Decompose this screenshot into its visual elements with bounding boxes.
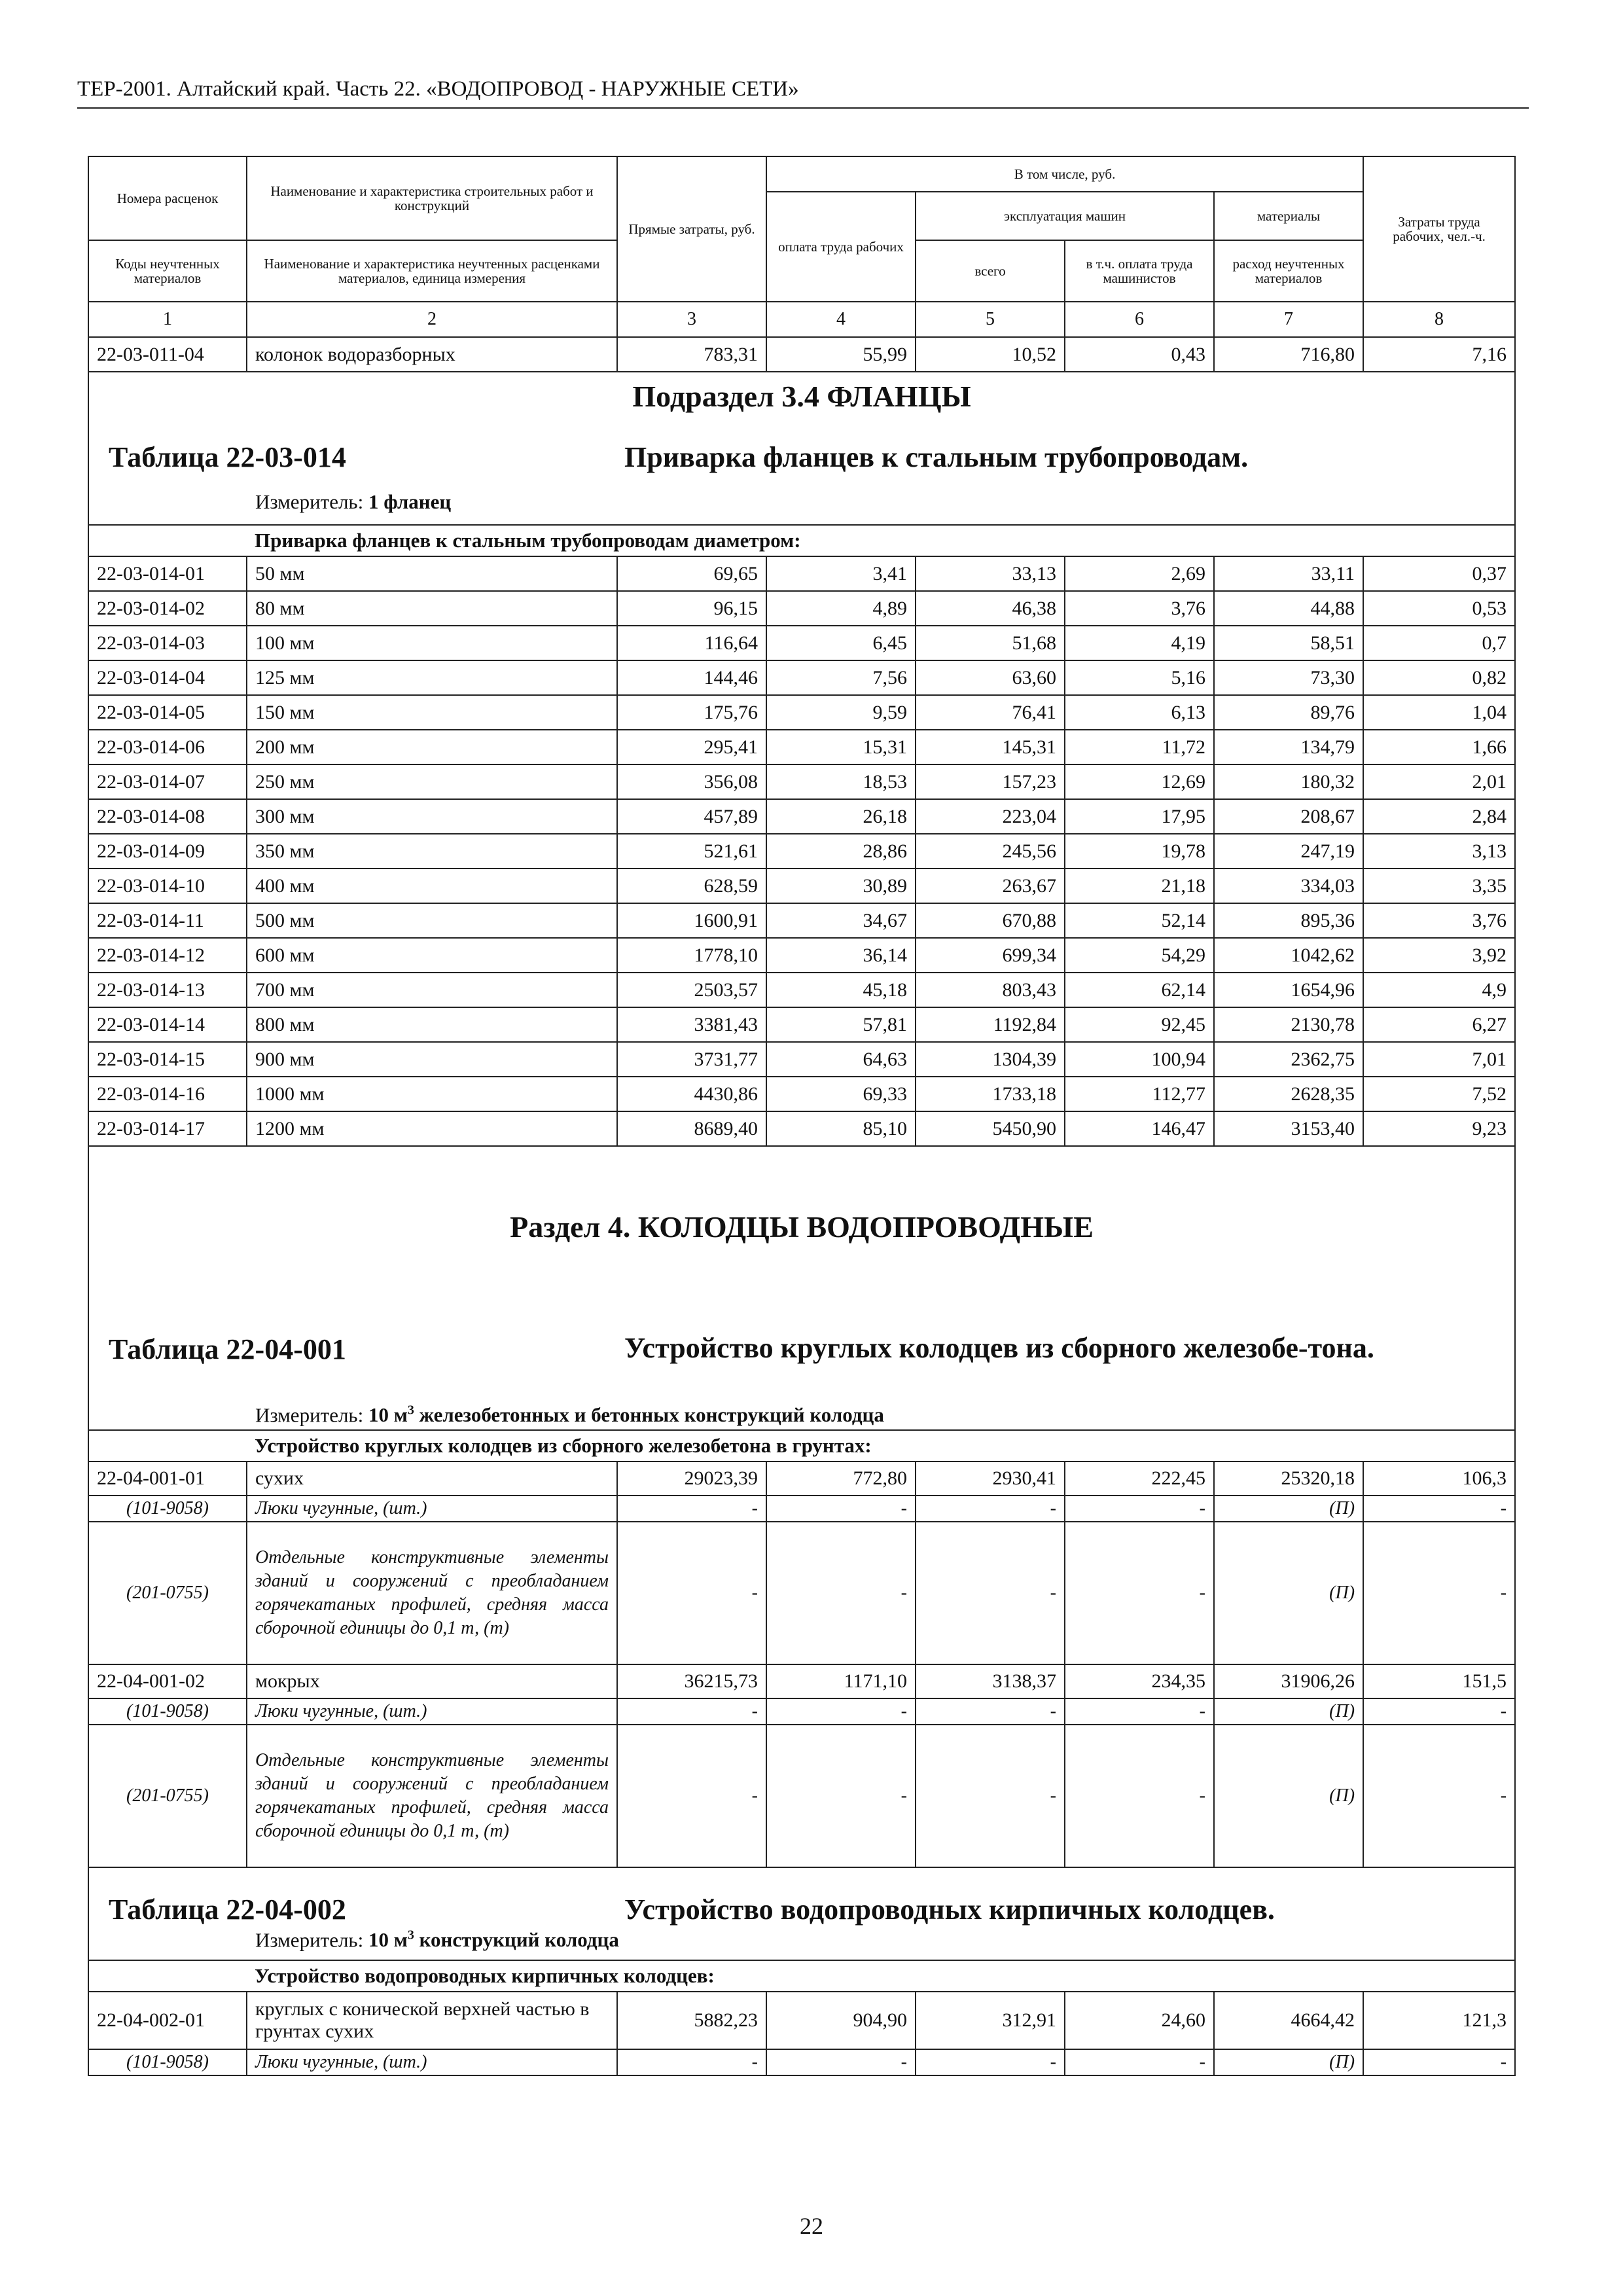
- machinists-pay-cell: 12,69: [1065, 764, 1214, 799]
- machines-total-cell: 803,43: [916, 973, 1065, 1007]
- materials-cell: 33,11: [1214, 556, 1363, 591]
- measurement-unit: [255, 1928, 619, 1952]
- rate-code: 22-03-014-08: [88, 799, 247, 834]
- header-machine-operation: эксплуатация машин: [916, 192, 1214, 240]
- machines-total-cell: 3138,37: [916, 1664, 1065, 1698]
- direct-costs-cell: 295,41: [617, 730, 766, 764]
- machines-total-cell: 145,31: [916, 730, 1065, 764]
- rate-code: 22-03-014-03: [88, 626, 247, 660]
- rate-name: 700 мм: [247, 973, 617, 1007]
- workers-pay-cell: -: [766, 1496, 916, 1522]
- rate-name: 100 мм: [247, 626, 617, 660]
- machinists-pay-cell: 5,16: [1065, 660, 1214, 695]
- column-index: 3: [617, 302, 766, 337]
- workers-pay-cell: 4,89: [766, 591, 916, 626]
- direct-costs-cell: 144,46: [617, 660, 766, 695]
- workers-pay-cell: 36,14: [766, 938, 916, 973]
- machines-total-cell: 670,88: [916, 903, 1065, 938]
- table-number: Таблица 22-04-001: [109, 1333, 346, 1365]
- table-row: [88, 1042, 1515, 1077]
- labor-cell: 3,35: [1363, 869, 1515, 903]
- table-row: [88, 834, 1515, 869]
- material-code: (101-9058): [88, 1496, 247, 1522]
- direct-costs-cell: 175,76: [617, 695, 766, 730]
- table-number: Таблица 22-03-014: [109, 441, 346, 473]
- labor-cell: 7,16: [1363, 337, 1515, 372]
- labor-cell: -: [1363, 1698, 1515, 1725]
- table-row: [88, 591, 1515, 626]
- header-machinists-pay: в т.ч. оплата труда машинистов: [1065, 240, 1214, 302]
- machines-total-cell: 245,56: [916, 834, 1065, 869]
- direct-costs-cell: -: [617, 1496, 766, 1522]
- rate-name: сухих: [247, 1462, 617, 1496]
- labor-cell: 9,23: [1363, 1111, 1515, 1146]
- machines-total-cell: 63,60: [916, 660, 1065, 695]
- rate-code: 22-03-014-01: [88, 556, 247, 591]
- material-name: Люки чугунные, (шт.): [247, 1496, 617, 1522]
- materials-cell: 2362,75: [1214, 1042, 1363, 1077]
- machines-total-cell: 46,38: [916, 591, 1065, 626]
- rate-name: 400 мм: [247, 869, 617, 903]
- group-title: Устройство круглых колодцев из сборного железобетона в грунтах:: [247, 1430, 1515, 1462]
- workers-pay-cell: 772,80: [766, 1462, 916, 1496]
- materials-cell: 247,19: [1214, 834, 1363, 869]
- direct-costs-cell: -: [617, 2049, 766, 2075]
- workers-pay-cell: 904,90: [766, 1992, 916, 2049]
- workers-pay-cell: 64,63: [766, 1042, 916, 1077]
- labor-cell: 3,92: [1363, 938, 1515, 973]
- rate-code: 22-03-014-06: [88, 730, 247, 764]
- direct-costs-cell: -: [617, 1522, 766, 1664]
- labor-cell: -: [1363, 1725, 1515, 1867]
- column-index: 1: [88, 302, 247, 337]
- workers-pay-cell: 1171,10: [766, 1664, 916, 1698]
- rate-code: 22-03-014-02: [88, 591, 247, 626]
- workers-pay-cell: 85,10: [766, 1111, 916, 1146]
- materials-cell: 25320,18: [1214, 1462, 1363, 1496]
- materials-cell: 716,80: [1214, 337, 1363, 372]
- machinists-pay-cell: -: [1065, 1496, 1214, 1522]
- group-title: Приварка фланцев к стальным трубопроводам диаметром:: [247, 525, 1515, 556]
- direct-costs-cell: 356,08: [617, 764, 766, 799]
- rates-table-wrapper: [88, 156, 1514, 2076]
- machinists-pay-cell: 11,72: [1065, 730, 1214, 764]
- workers-pay-cell: 18,53: [766, 764, 916, 799]
- rate-code: 22-03-014-07: [88, 764, 247, 799]
- materials-cell: 44,88: [1214, 591, 1363, 626]
- direct-costs-cell: 5882,23: [617, 1992, 766, 2049]
- material-name: Отдельные конструктивные элементы зданий и сооружений с преобладанием горячекатаных профилей, средняя масса сборочной единицы до 0,1 т, (т): [247, 1522, 617, 1664]
- table-row: [88, 556, 1515, 591]
- machinists-pay-cell: 4,19: [1065, 626, 1214, 660]
- direct-costs-cell: 96,15: [617, 591, 766, 626]
- rate-name: колонок водоразборных: [247, 337, 617, 372]
- labor-cell: -: [1363, 1496, 1515, 1522]
- workers-pay-cell: -: [766, 1698, 916, 1725]
- machines-total-cell: 51,68: [916, 626, 1065, 660]
- materials-cell: 4664,42: [1214, 1992, 1363, 2049]
- machinists-pay-cell: 0,43: [1065, 337, 1214, 372]
- labor-cell: 121,3: [1363, 1992, 1515, 2049]
- labor-cell: 1,04: [1363, 695, 1515, 730]
- direct-costs-cell: 4430,86: [617, 1077, 766, 1111]
- rate-code: 22-04-002-01: [88, 1992, 247, 2049]
- column-index: 4: [766, 302, 916, 337]
- header-direct-costs: Прямые затраты, руб.: [617, 156, 766, 302]
- workers-pay-cell: 30,89: [766, 869, 916, 903]
- labor-cell: -: [1363, 2049, 1515, 2075]
- materials-cell: (П): [1214, 1522, 1363, 1664]
- machinists-pay-cell: 19,78: [1065, 834, 1214, 869]
- labor-cell: 0,37: [1363, 556, 1515, 591]
- machinists-pay-cell: 21,18: [1065, 869, 1214, 903]
- header-labor-costs: Затраты труда рабочих, чел.-ч.: [1363, 156, 1515, 302]
- rate-name: 500 мм: [247, 903, 617, 938]
- materials-cell: 3153,40: [1214, 1111, 1363, 1146]
- machines-total-cell: 1733,18: [916, 1077, 1065, 1111]
- workers-pay-cell: -: [766, 2049, 916, 2075]
- page-number: 22: [800, 2213, 823, 2239]
- rate-name: 800 мм: [247, 1007, 617, 1042]
- machinists-pay-cell: -: [1065, 1725, 1214, 1867]
- machines-total-cell: 223,04: [916, 799, 1065, 834]
- materials-cell: 2628,35: [1214, 1077, 1363, 1111]
- table-description: Устройство водопроводных кирпичных колодцев.: [624, 1893, 1275, 1926]
- direct-costs-cell: -: [617, 1725, 766, 1867]
- materials-cell: 895,36: [1214, 903, 1363, 938]
- materials-cell: 31906,26: [1214, 1664, 1363, 1698]
- machines-total-cell: 76,41: [916, 695, 1065, 730]
- rate-code: 22-03-014-04: [88, 660, 247, 695]
- direct-costs-cell: 783,31: [617, 337, 766, 372]
- table-row: [88, 1007, 1515, 1042]
- materials-cell: (П): [1214, 1698, 1363, 1725]
- rate-code: 22-03-014-16: [88, 1077, 247, 1111]
- material-name: Люки чугунные, (шт.): [247, 1698, 617, 1725]
- subsection-header-row: [88, 372, 1515, 525]
- labor-cell: -: [1363, 1522, 1515, 1664]
- rate-code: 22-04-001-02: [88, 1664, 247, 1698]
- group-header-row: [88, 525, 1515, 556]
- labor-cell: 151,5: [1363, 1664, 1515, 1698]
- rate-name: 300 мм: [247, 799, 617, 834]
- table-row: [88, 1077, 1515, 1111]
- machinists-pay-cell: 54,29: [1065, 938, 1214, 973]
- machinists-pay-cell: 3,76: [1065, 591, 1214, 626]
- measurement-unit: [255, 1403, 884, 1427]
- material-name: Отдельные конструктивные элементы зданий и сооружений с преобладанием горячекатаных профилей, средняя масса сборочной единицы до 0,1 т, (т): [247, 1725, 617, 1867]
- labor-cell: 0,82: [1363, 660, 1515, 695]
- materials-cell: (П): [1214, 1725, 1363, 1867]
- labor-cell: 0,53: [1363, 591, 1515, 626]
- machines-total-cell: -: [916, 1725, 1065, 1867]
- measurement-value: 10 $м^3$ железобетонных и бетонных конструкций колодца: [368, 1403, 884, 1427]
- measurement-label: Измеритель:: [255, 1928, 364, 1952]
- rate-name: 900 мм: [247, 1042, 617, 1077]
- rate-name: 50 мм: [247, 556, 617, 591]
- table-number: Таблица 22-04-002: [109, 1893, 346, 1926]
- workers-pay-cell: 55,99: [766, 337, 916, 372]
- materials-cell: 1654,96: [1214, 973, 1363, 1007]
- direct-costs-cell: 1600,91: [617, 903, 766, 938]
- machines-total-cell: 2930,41: [916, 1462, 1065, 1496]
- materials-cell: 134,79: [1214, 730, 1363, 764]
- machines-total-cell: 1192,84: [916, 1007, 1065, 1042]
- wells-brick-rows: [88, 1992, 1515, 2075]
- labor-cell: 7,52: [1363, 1077, 1515, 1111]
- rate-code: 22-03-014-17: [88, 1111, 247, 1146]
- machinists-pay-cell: -: [1065, 2049, 1214, 2075]
- group-header-row: [88, 1430, 1515, 1462]
- materials-cell: (П): [1214, 1496, 1363, 1522]
- material-row: [88, 2049, 1515, 2075]
- direct-costs-cell: 457,89: [617, 799, 766, 834]
- flange-rows: [88, 556, 1515, 1146]
- direct-costs-cell: 36215,73: [617, 1664, 766, 1698]
- column-index: 2: [247, 302, 617, 337]
- machinists-pay-cell: 52,14: [1065, 903, 1214, 938]
- table-row: [88, 903, 1515, 938]
- workers-pay-cell: -: [766, 1725, 916, 1867]
- direct-costs-cell: 116,64: [617, 626, 766, 660]
- table-row: [88, 1462, 1515, 1496]
- workers-pay-cell: 9,59: [766, 695, 916, 730]
- rate-name: 200 мм: [247, 730, 617, 764]
- machines-total-cell: -: [916, 2049, 1065, 2075]
- column-index: 6: [1065, 302, 1214, 337]
- header-material-codes: Коды неучтенных материалов: [88, 240, 247, 302]
- materials-cell: 180,32: [1214, 764, 1363, 799]
- machinists-pay-cell: 146,47: [1065, 1111, 1214, 1146]
- rate-code: 22-03-014-12: [88, 938, 247, 973]
- table-row: [88, 695, 1515, 730]
- materials-cell: 334,03: [1214, 869, 1363, 903]
- table-row: [88, 730, 1515, 764]
- table-description: Приварка фланцев к стальным трубопроводам.: [624, 441, 1249, 473]
- labor-cell: 106,3: [1363, 1462, 1515, 1496]
- table-row: [88, 869, 1515, 903]
- workers-pay-cell: -: [766, 1522, 916, 1664]
- table-row: [88, 337, 1515, 372]
- rate-name: круглых с конической верхней частью в грунтах сухих: [247, 1992, 617, 2049]
- materials-cell: 208,67: [1214, 799, 1363, 834]
- material-row: [88, 1725, 1515, 1867]
- measurement-label: Измеритель:: [255, 1403, 364, 1427]
- measurement-label: Измеритель:: [255, 490, 364, 513]
- machines-total-cell: 699,34: [916, 938, 1065, 973]
- rate-name: 125 мм: [247, 660, 617, 695]
- material-row: [88, 1522, 1515, 1664]
- header-including: В том числе, руб.: [766, 156, 1363, 192]
- direct-costs-cell: 8689,40: [617, 1111, 766, 1146]
- rate-code: 22-03-014-11: [88, 903, 247, 938]
- machinists-pay-cell: -: [1065, 1522, 1214, 1664]
- column-index: 5: [916, 302, 1065, 337]
- direct-costs-cell: 3731,77: [617, 1042, 766, 1077]
- materials-cell: 73,30: [1214, 660, 1363, 695]
- labor-cell: 2,01: [1363, 764, 1515, 799]
- table-row: [88, 660, 1515, 695]
- machinists-pay-cell: 6,13: [1065, 695, 1214, 730]
- workers-pay-cell: 7,56: [766, 660, 916, 695]
- direct-costs-cell: 3381,43: [617, 1007, 766, 1042]
- column-index-row: [88, 302, 1515, 337]
- machines-total-cell: 157,23: [916, 764, 1065, 799]
- machines-total-cell: -: [916, 1698, 1065, 1725]
- rate-name: 1200 мм: [247, 1111, 617, 1146]
- section-title: Раздел 4. КОЛОДЦЫ ВОДОПРОВОДНЫЕ: [510, 1210, 1094, 1244]
- workers-pay-cell: 34,67: [766, 903, 916, 938]
- group-title: Устройство водопроводных кирпичных колодцев:: [247, 1960, 1515, 1992]
- labor-cell: 0,7: [1363, 626, 1515, 660]
- rate-name: 150 мм: [247, 695, 617, 730]
- column-index: 8: [1363, 302, 1515, 337]
- header-unaccounted-materials: расход неучтенных материалов: [1214, 240, 1363, 302]
- machinists-pay-cell: 234,35: [1065, 1664, 1214, 1698]
- labor-cell: 3,76: [1363, 903, 1515, 938]
- material-code: (201-0755): [88, 1725, 247, 1867]
- table-header-row: [88, 1867, 1515, 1960]
- material-row: [88, 1496, 1515, 1522]
- header-machines-total: всего: [916, 240, 1065, 302]
- rates-table: [88, 156, 1516, 2076]
- materials-cell: 1042,62: [1214, 938, 1363, 973]
- machinists-pay-cell: 100,94: [1065, 1042, 1214, 1077]
- machines-total-cell: 10,52: [916, 337, 1065, 372]
- workers-pay-cell: 3,41: [766, 556, 916, 591]
- labor-cell: 4,9: [1363, 973, 1515, 1007]
- direct-costs-cell: 1778,10: [617, 938, 766, 973]
- table-row: [88, 799, 1515, 834]
- direct-costs-cell: 521,61: [617, 834, 766, 869]
- header-work-name: Наименование и характеристика строительных работ и конструкций: [247, 156, 617, 240]
- workers-pay-cell: 45,18: [766, 973, 916, 1007]
- machines-total-cell: 33,13: [916, 556, 1065, 591]
- direct-costs-cell: -: [617, 1698, 766, 1725]
- rate-name: мокрых: [247, 1664, 617, 1698]
- machinists-pay-cell: 24,60: [1065, 1992, 1214, 2049]
- rate-code: 22-03-011-04: [88, 337, 247, 372]
- materials-cell: (П): [1214, 2049, 1363, 2075]
- rate-name: 1000 мм: [247, 1077, 617, 1111]
- material-code: (101-9058): [88, 2049, 247, 2075]
- material-code: (101-9058): [88, 1698, 247, 1725]
- section-header-row: [88, 1146, 1515, 1430]
- materials-cell: 2130,78: [1214, 1007, 1363, 1042]
- machinists-pay-cell: 92,45: [1065, 1007, 1214, 1042]
- machinists-pay-cell: 2,69: [1065, 556, 1214, 591]
- rate-name: 80 мм: [247, 591, 617, 626]
- direct-costs-cell: 2503,57: [617, 973, 766, 1007]
- material-row: [88, 1698, 1515, 1725]
- machines-total-cell: 263,67: [916, 869, 1065, 903]
- machinists-pay-cell: 112,77: [1065, 1077, 1214, 1111]
- workers-pay-cell: 26,18: [766, 799, 916, 834]
- page-header: ТЕР-2001. Алтайский край. Часть 22. «ВОДОПРОВОД - НАРУЖНЫЕ СЕТИ»: [77, 73, 1529, 109]
- material-code: (201-0755): [88, 1522, 247, 1664]
- table-description: Устройство круглых колодцев из сборного железобе-тона.: [624, 1332, 1374, 1364]
- rate-code: 22-03-014-05: [88, 695, 247, 730]
- table-row: [88, 938, 1515, 973]
- wells-concrete-rows: [88, 1462, 1515, 1867]
- direct-costs-cell: 628,59: [617, 869, 766, 903]
- rate-name: 600 мм: [247, 938, 617, 973]
- labor-cell: 6,27: [1363, 1007, 1515, 1042]
- labor-cell: 3,13: [1363, 834, 1515, 869]
- labor-cell: 1,66: [1363, 730, 1515, 764]
- rate-name: 250 мм: [247, 764, 617, 799]
- measurement-value: 1 фланец: [368, 490, 452, 513]
- rate-code: 22-03-014-13: [88, 973, 247, 1007]
- rate-code: 22-03-014-15: [88, 1042, 247, 1077]
- header-rate-numbers: Номера расценок: [88, 156, 247, 240]
- table-row: [88, 1111, 1515, 1146]
- machines-total-cell: 5450,90: [916, 1111, 1065, 1146]
- workers-pay-cell: 69,33: [766, 1077, 916, 1111]
- table-row: [88, 1664, 1515, 1698]
- workers-pay-cell: 28,86: [766, 834, 916, 869]
- direct-costs-cell: 29023,39: [617, 1462, 766, 1496]
- group-header-row: [88, 1960, 1515, 1992]
- rate-code: 22-03-014-10: [88, 869, 247, 903]
- table-row: [88, 1992, 1515, 2049]
- measurement-unit: [255, 490, 451, 514]
- workers-pay-cell: 57,81: [766, 1007, 916, 1042]
- rate-name: 350 мм: [247, 834, 617, 869]
- materials-cell: 89,76: [1214, 695, 1363, 730]
- machinists-pay-cell: 62,14: [1065, 973, 1214, 1007]
- measurement-value: 10 $м^3$ конструкций колодца: [368, 1928, 619, 1952]
- rate-code: 22-04-001-01: [88, 1462, 247, 1496]
- machines-total-cell: 312,91: [916, 1992, 1065, 2049]
- machinists-pay-cell: 17,95: [1065, 799, 1214, 834]
- header-workers-pay: оплата труда рабочих: [766, 192, 916, 302]
- column-index: 7: [1214, 302, 1363, 337]
- workers-pay-cell: 15,31: [766, 730, 916, 764]
- table-row: [88, 764, 1515, 799]
- rate-code: 22-03-014-09: [88, 834, 247, 869]
- workers-pay-cell: 6,45: [766, 626, 916, 660]
- materials-cell: 58,51: [1214, 626, 1363, 660]
- table-row: [88, 626, 1515, 660]
- direct-costs-cell: 69,65: [617, 556, 766, 591]
- table-row: [88, 973, 1515, 1007]
- labor-cell: 7,01: [1363, 1042, 1515, 1077]
- machinists-pay-cell: -: [1065, 1698, 1214, 1725]
- labor-cell: 2,84: [1363, 799, 1515, 834]
- machines-total-cell: -: [916, 1496, 1065, 1522]
- subsection-title: Подраздел 3.4 ФЛАНЦЫ: [632, 380, 971, 413]
- machines-total-cell: 1304,39: [916, 1042, 1065, 1077]
- rate-code: 22-03-014-14: [88, 1007, 247, 1042]
- header-materials: материалы: [1214, 192, 1363, 240]
- header-material-names: Наименование и характеристика неучтенных расценками материалов, единица измерения: [247, 240, 617, 302]
- machinists-pay-cell: 222,45: [1065, 1462, 1214, 1496]
- material-name: Люки чугунные, (шт.): [247, 2049, 617, 2075]
- machines-total-cell: -: [916, 1522, 1065, 1664]
